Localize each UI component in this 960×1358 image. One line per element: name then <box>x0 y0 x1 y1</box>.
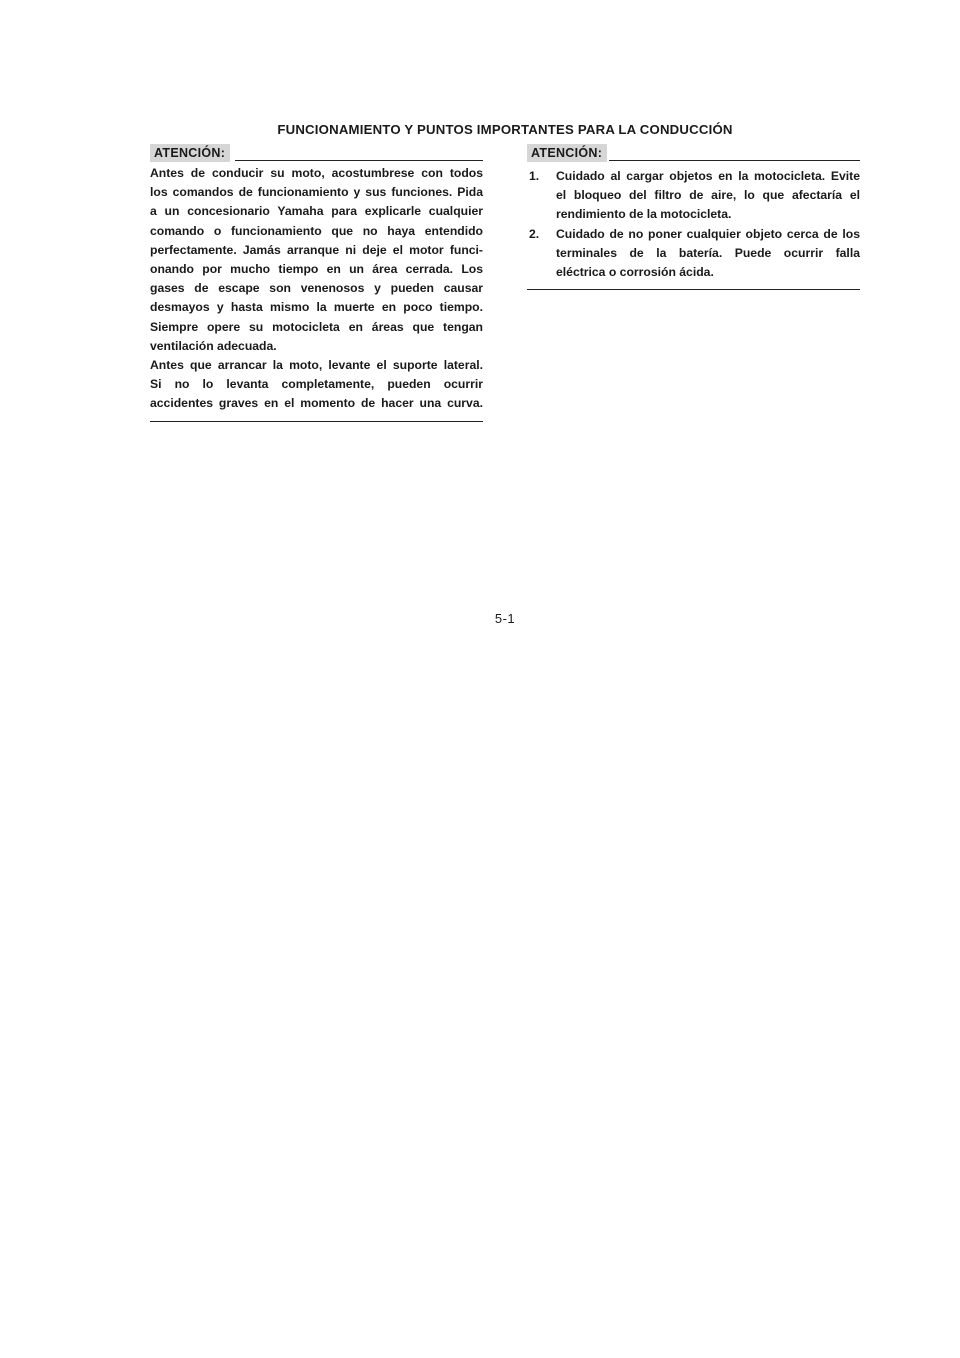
text-line: eléctrica o corrosión ácida. <box>556 265 714 280</box>
text-line: Cuidado de no poner cualquier objeto cerca de los <box>556 226 860 241</box>
text-line: Siempre opere su motocicleta en áreas que tengan <box>150 319 483 334</box>
text-line: Antes de conducir su moto, acostumbrese con todos <box>150 166 483 180</box>
page-title: FUNCIONAMIENTO Y PUNTOS IMPORTANTES PARA LA CONDUCCIÓN <box>277 122 733 137</box>
text-line: ventilación adecuada. <box>150 338 277 353</box>
right-caution-box <box>527 144 860 290</box>
text-line: onando por mucho tiempo en un área cerrada. Los <box>150 262 483 277</box>
text-line: rendimiento de la motocicleta. <box>556 207 732 222</box>
right-caution-label: ATENCIÓN: <box>527 144 607 162</box>
page-number: 5-1 <box>494 611 516 626</box>
text-line: a un concesionario Yamaha para explicarle cualquier <box>150 204 483 219</box>
text-line: el bloqueo del filtro de aire, lo que afectaría el <box>556 188 860 203</box>
list-item-number: 2. <box>529 226 540 241</box>
list-item <box>527 225 860 283</box>
right-caution-header <box>527 144 860 164</box>
text-line: Cuidado al cargar objetos en la motocicleta. Evite <box>556 169 860 183</box>
text-line: los comandos de funcionamiento y sus funciones. Pida <box>150 185 483 200</box>
left-caution-label: ATENCIÓN: <box>150 144 230 162</box>
text-line: comando o funcionamiento que no haya entendido <box>150 223 483 238</box>
list-item-number: 1. <box>529 169 540 183</box>
text-line: accidentes graves en el momento de hacer una curva. <box>150 396 483 411</box>
right-bottom-rule <box>527 289 860 290</box>
left-header-rule <box>235 160 483 161</box>
left-caution-text <box>150 164 483 414</box>
left-caution-header <box>150 144 483 164</box>
text-line: desmayos y hasta mismo la muerte en poco tiempo. <box>150 300 483 315</box>
list-item <box>527 167 860 225</box>
text-line: Antes que arrancar la moto, levante el suporte lateral. <box>150 358 483 373</box>
text-line: gases de escape son venenosos y pueden causar <box>150 281 483 296</box>
right-header-rule <box>609 160 860 161</box>
text-line: Si no lo levanta completamente, pueden ocurrir <box>150 377 483 392</box>
caution-list <box>527 167 860 282</box>
text-line: perfectamente. Jamás arranque ni deje el motor funci- <box>150 242 483 257</box>
text-line: terminales de la batería. Puede ocurrir falla <box>556 245 860 260</box>
left-caution-box <box>150 144 483 422</box>
left-bottom-rule <box>150 421 483 422</box>
